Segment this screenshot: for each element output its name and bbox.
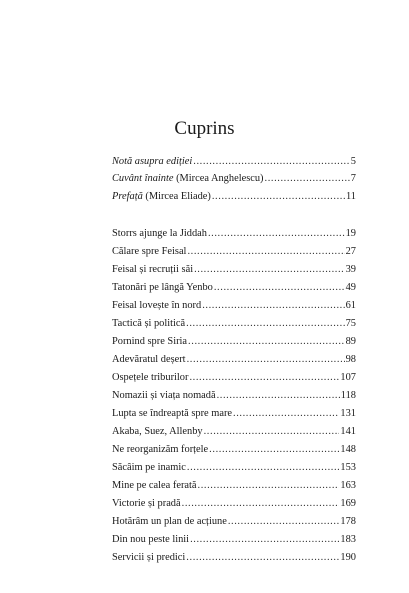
chapter-entry-title: Victorie și pradă: [112, 498, 181, 509]
chapter-entry: [112, 297, 356, 315]
chapter-entry-page-number: 153: [340, 462, 356, 473]
chapter-entry-title: Ne reorganizăm forțele: [112, 444, 209, 455]
dot-leader: [233, 405, 339, 423]
chapter-list: [112, 225, 356, 567]
chapter-entry-page-number: 89: [345, 336, 356, 347]
chapter-entry-title: Tactică și politică: [112, 318, 186, 329]
dot-leader: [212, 188, 345, 205]
chapter-entry: [112, 459, 356, 477]
dot-leader: [189, 369, 339, 387]
chapter-entry-title: Din nou peste linii: [112, 534, 190, 545]
front-matter-entry: [112, 153, 356, 170]
dot-leader: [187, 459, 340, 477]
chapter-entry-page-number: 49: [345, 282, 356, 293]
dot-leader: [187, 351, 345, 369]
dot-leader: [198, 477, 340, 495]
front-matter-entry-page-number: 7: [350, 173, 356, 185]
chapter-entry-page-number: 61: [345, 300, 356, 311]
chapter-entry-title: Lupta se îndreaptă spre mare: [112, 408, 233, 419]
chapter-entry-page-number: 98: [345, 354, 356, 365]
chapter-entry: [112, 243, 356, 261]
dot-leader: [208, 225, 345, 243]
front-matter-entry-title-italic: Prefață: [112, 190, 143, 202]
dot-leader: [193, 153, 350, 170]
chapter-entry-page-number: 178: [340, 516, 356, 527]
chapter-entry-page-number: 118: [340, 390, 356, 401]
chapter-entry-title: Akaba, Suez, Allenby: [112, 426, 203, 437]
chapter-entry-page-number: 75: [345, 318, 356, 329]
dot-leader: [182, 495, 340, 513]
dot-leader: [194, 261, 345, 279]
chapter-entry: [112, 279, 356, 297]
chapter-entry-title: Tatonări pe lângă Yenbo: [112, 282, 213, 293]
front-matter-entry-page-number: 5: [350, 156, 356, 167]
page-title: Cuprins: [174, 118, 235, 139]
chapter-entry: [112, 477, 356, 495]
chapter-entry: [112, 315, 356, 333]
dot-leader: [209, 441, 339, 459]
dot-leader: [190, 531, 339, 549]
dot-leader: [202, 297, 344, 315]
chapter-entry: [112, 405, 356, 423]
chapter-entry: [112, 495, 356, 513]
chapter-entry-title: Săcâim pe inamic: [112, 462, 186, 473]
front-matter-entry-title-italic: Cuvânt înainte: [112, 173, 174, 185]
chapter-entry-title: Ospețele triburilor: [112, 372, 189, 383]
dot-leader: [186, 549, 339, 567]
chapter-entry-page-number: 190: [340, 552, 356, 563]
dot-leader: [214, 279, 345, 297]
chapter-entry: [112, 423, 356, 441]
chapter-entry-page-number: 169: [340, 498, 356, 509]
chapter-entry-title: Pornind spre Siria: [112, 336, 188, 347]
chapter-entry-page-number: 27: [345, 246, 356, 257]
chapter-entry-title: Feisal și recruții săi: [112, 264, 194, 275]
chapter-entry-page-number: 141: [340, 426, 356, 437]
chapter-entry-page-number: 183: [340, 534, 356, 545]
dot-leader: [187, 243, 344, 261]
chapter-entry: [112, 549, 356, 567]
dot-leader: [265, 170, 350, 187]
chapter-entry-title: Hotărâm un plan de acțiune: [112, 516, 227, 527]
chapter-entry-title: Mine pe calea ferată: [112, 480, 197, 491]
front-matter-entry-title: [112, 153, 192, 170]
chapter-entry-page-number: 39: [345, 264, 356, 275]
front-matter-list: [112, 153, 356, 205]
dot-leader: [186, 315, 344, 333]
chapter-entry: [112, 333, 356, 351]
front-matter-entry: [112, 170, 356, 187]
chapter-entry: [112, 351, 356, 369]
front-matter-entry-title: [112, 170, 264, 187]
chapter-entry-title: Storrs ajunge la Jiddah: [112, 228, 207, 239]
chapter-entry: [112, 225, 356, 243]
chapter-entry-title: Adevăratul deșert: [112, 354, 186, 365]
front-matter-entry-title-author: (Mircea Eliade): [142, 190, 211, 202]
chapter-entry: [112, 513, 356, 531]
chapter-entry-title: Feisal lovește în nord: [112, 300, 202, 311]
chapter-entry-page-number: 163: [340, 480, 356, 491]
front-matter-entry-title-italic: Notă asupra ediției: [112, 156, 193, 167]
chapter-entry-page-number: 107: [340, 372, 356, 383]
chapter-entry-title: Călare spre Feisal: [112, 246, 187, 257]
dot-leader: [204, 423, 340, 441]
chapter-entry-page-number: 148: [340, 444, 356, 455]
front-matter-entry-page-number: 11: [345, 190, 356, 202]
chapter-entry: [112, 261, 356, 279]
chapter-entry: [112, 369, 356, 387]
chapter-entry: [112, 387, 356, 405]
front-matter-entry-title: [112, 188, 211, 205]
dot-leader: [228, 513, 340, 531]
chapter-entry-page-number: 19: [345, 228, 356, 239]
dot-leader: [217, 387, 340, 405]
chapter-entry: [112, 531, 356, 549]
chapter-entry: [112, 441, 356, 459]
chapter-entry-title: Nomazii și viața nomadă: [112, 390, 216, 401]
front-matter-entry-title-author: (Mircea Anghelescu): [173, 173, 264, 185]
chapter-entry-page-number: 131: [340, 408, 356, 419]
front-matter-entry: [112, 188, 356, 205]
dot-leader: [188, 333, 345, 351]
chapter-entry-title: Servicii și predici: [112, 552, 186, 563]
